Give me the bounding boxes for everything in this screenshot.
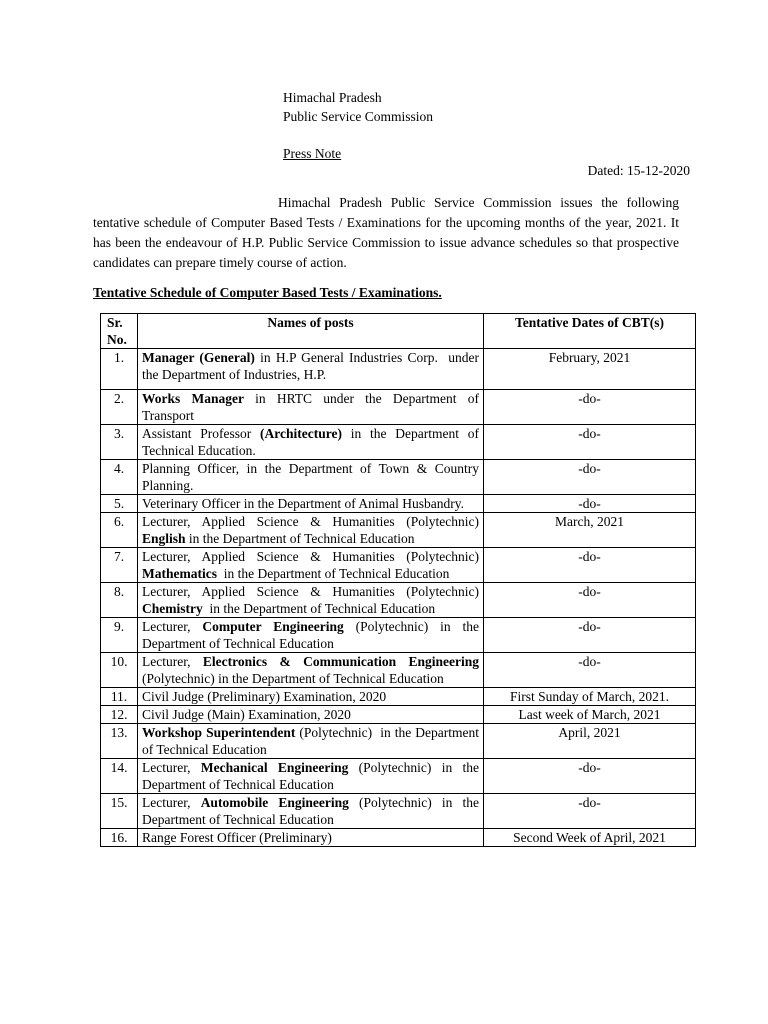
table-row bbox=[101, 548, 696, 583]
post-text-post: in the Department of Technical Education. bbox=[142, 426, 483, 458]
table-row bbox=[101, 794, 696, 829]
table-header-row bbox=[101, 314, 696, 349]
post-text-post: in HRTC under the Department of Transport bbox=[142, 391, 483, 423]
table-row bbox=[101, 425, 696, 460]
post-text-pre: Civil Judge (Preliminary) Examination, 2020 bbox=[142, 689, 387, 704]
row-tentative-date: -do- bbox=[484, 618, 696, 653]
row-sr-no: 7. bbox=[101, 548, 138, 583]
col-header-sr: Sr. No. bbox=[101, 314, 138, 349]
post-text-post: (Polytechnic) in the Department of Technical Education bbox=[142, 654, 483, 686]
post-text-bold: Automobile Engineering bbox=[200, 795, 349, 810]
row-post-name bbox=[138, 425, 484, 460]
row-tentative-date: -do- bbox=[484, 425, 696, 460]
post-text-pre: Lecturer, bbox=[142, 654, 203, 669]
row-post-name bbox=[138, 653, 484, 688]
post-text-bold: English bbox=[142, 531, 186, 546]
row-sr-no: 8. bbox=[101, 583, 138, 618]
row-sr-no: 11. bbox=[101, 688, 138, 706]
post-text-pre: Lecturer, bbox=[142, 795, 201, 810]
table-row bbox=[101, 653, 696, 688]
row-sr-no: 5. bbox=[101, 495, 138, 513]
row-tentative-date: -do- bbox=[484, 583, 696, 618]
table-row bbox=[101, 688, 696, 706]
table-row bbox=[101, 724, 696, 759]
row-tentative-date: First Sunday of March, 2021. bbox=[484, 688, 696, 706]
row-sr-no: 15. bbox=[101, 794, 138, 829]
row-tentative-date: -do- bbox=[484, 460, 696, 495]
table-row bbox=[101, 583, 696, 618]
post-text-bold: (Architecture) bbox=[260, 426, 342, 441]
post-text-pre: Lecturer, Applied Science & Humanities (Polytechnic) bbox=[142, 549, 483, 564]
row-tentative-date: -do- bbox=[484, 653, 696, 688]
row-post-name bbox=[138, 460, 484, 495]
table-row bbox=[101, 349, 696, 390]
post-text-pre: Civil Judge (Main) Examination, 2020 bbox=[142, 707, 351, 722]
table-row bbox=[101, 829, 696, 847]
post-text-post: in the Department of Technical Education bbox=[216, 566, 450, 581]
press-note-heading: Press Note bbox=[283, 146, 342, 161]
row-sr-no: 13. bbox=[101, 724, 138, 759]
post-text-bold: Works Manager bbox=[142, 391, 244, 406]
row-post-name bbox=[138, 583, 484, 618]
row-tentative-date: -do- bbox=[484, 548, 696, 583]
post-text-bold: Mechanical Engineering bbox=[200, 760, 349, 775]
row-tentative-date: February, 2021 bbox=[484, 349, 696, 390]
post-text-bold: Manager (General) bbox=[142, 350, 255, 365]
post-text-pre: Lecturer, Applied Science & Humanities (Polytechnic) bbox=[142, 514, 483, 529]
row-sr-no: 1. bbox=[101, 349, 138, 390]
row-tentative-date: Second Week of April, 2021 bbox=[484, 829, 696, 847]
table-row bbox=[101, 460, 696, 495]
post-text-bold: Electronics & Communication Engineering bbox=[202, 654, 479, 669]
post-text-bold: Mathematics bbox=[142, 566, 217, 581]
row-sr-no: 16. bbox=[101, 829, 138, 847]
post-text-post: in the Department of Technical Education bbox=[185, 531, 415, 546]
post-text-pre: Assistant Professor bbox=[142, 426, 261, 441]
org-name-line2: Public Service Commission bbox=[283, 109, 433, 124]
table-row bbox=[101, 706, 696, 724]
row-tentative-date: March, 2021 bbox=[484, 513, 696, 548]
col-header-date: Tentative Dates of CBT(s) bbox=[484, 314, 696, 349]
table-row bbox=[101, 513, 696, 548]
row-sr-no: 9. bbox=[101, 618, 138, 653]
row-sr-no: 4. bbox=[101, 460, 138, 495]
post-text-post: (Polytechnic) in the Department of Technical Education bbox=[142, 760, 483, 792]
post-text-post: (Polytechnic) in the Department of Technical Education bbox=[142, 795, 483, 827]
row-post-name bbox=[138, 548, 484, 583]
table-body bbox=[101, 349, 696, 847]
post-text-post: (Polytechnic) in the Department of Technical Education bbox=[142, 619, 483, 651]
row-sr-no: 14. bbox=[101, 759, 138, 794]
table-row bbox=[101, 759, 696, 794]
post-text-pre: Veterinary Officer in the Department of Animal Husbandry. bbox=[142, 496, 465, 511]
row-tentative-date: -do- bbox=[484, 759, 696, 794]
col-header-post: Names of posts bbox=[138, 314, 484, 349]
post-text-post: in H.P General Industries Corp. under the Department of Industries, H.P. bbox=[142, 350, 483, 382]
row-sr-no: 12. bbox=[101, 706, 138, 724]
row-post-name bbox=[138, 759, 484, 794]
row-sr-no: 10. bbox=[101, 653, 138, 688]
row-post-name bbox=[138, 390, 484, 425]
schedule-title: Tentative Schedule of Computer Based Tests / Examinations. bbox=[93, 285, 442, 300]
row-tentative-date: April, 2021 bbox=[484, 724, 696, 759]
row-post-name bbox=[138, 794, 484, 829]
row-post-name bbox=[138, 706, 484, 724]
row-post-name bbox=[138, 829, 484, 847]
row-sr-no: 6. bbox=[101, 513, 138, 548]
row-post-name bbox=[138, 618, 484, 653]
post-text-bold: Workshop Superintendent bbox=[142, 725, 296, 740]
row-post-name bbox=[138, 349, 484, 390]
row-sr-no: 3. bbox=[101, 425, 138, 460]
post-text-pre: Lecturer, bbox=[142, 619, 203, 634]
row-tentative-date: Last week of March, 2021 bbox=[484, 706, 696, 724]
row-post-name bbox=[138, 495, 484, 513]
table-row bbox=[101, 495, 696, 513]
intro-text: Himachal Pradesh Public Service Commission issues the following tentative schedule of Computer Based Tests / Examinations for the upcoming months of the year, 2021. It has been the endeavour of H.P. Public Service Commission to issue advance schedules so that prospective candidates can prepare timely course of action. bbox=[93, 195, 679, 270]
row-post-name bbox=[138, 688, 484, 706]
row-tentative-date: -do- bbox=[484, 495, 696, 513]
schedule-table bbox=[100, 313, 696, 847]
post-text-pre: Range Forest Officer (Preliminary) bbox=[142, 830, 332, 845]
post-text-bold: Chemistry bbox=[142, 601, 203, 616]
table-row bbox=[101, 618, 696, 653]
row-post-name bbox=[138, 513, 484, 548]
post-text-pre: Lecturer, bbox=[142, 760, 201, 775]
org-name-line1: Himachal Pradesh bbox=[283, 90, 382, 105]
row-tentative-date: -do- bbox=[484, 390, 696, 425]
post-text-post: (Polytechnic) in the Department of Technical Education bbox=[142, 725, 483, 757]
post-text-bold: Computer Engineering bbox=[202, 619, 344, 634]
dated-line: Dated: 15-12-2020 bbox=[587, 163, 690, 178]
table-row bbox=[101, 390, 696, 425]
post-text-post: in the Department of Technical Education bbox=[202, 601, 436, 616]
intro-paragraph bbox=[93, 193, 679, 273]
post-text-pre: Lecturer, Applied Science & Humanities (Polytechnic) bbox=[142, 584, 483, 599]
row-tentative-date: -do- bbox=[484, 794, 696, 829]
row-post-name bbox=[138, 724, 484, 759]
post-text-pre: Planning Officer, in the Department of Town & Country Planning. bbox=[142, 461, 483, 493]
row-sr-no: 2. bbox=[101, 390, 138, 425]
